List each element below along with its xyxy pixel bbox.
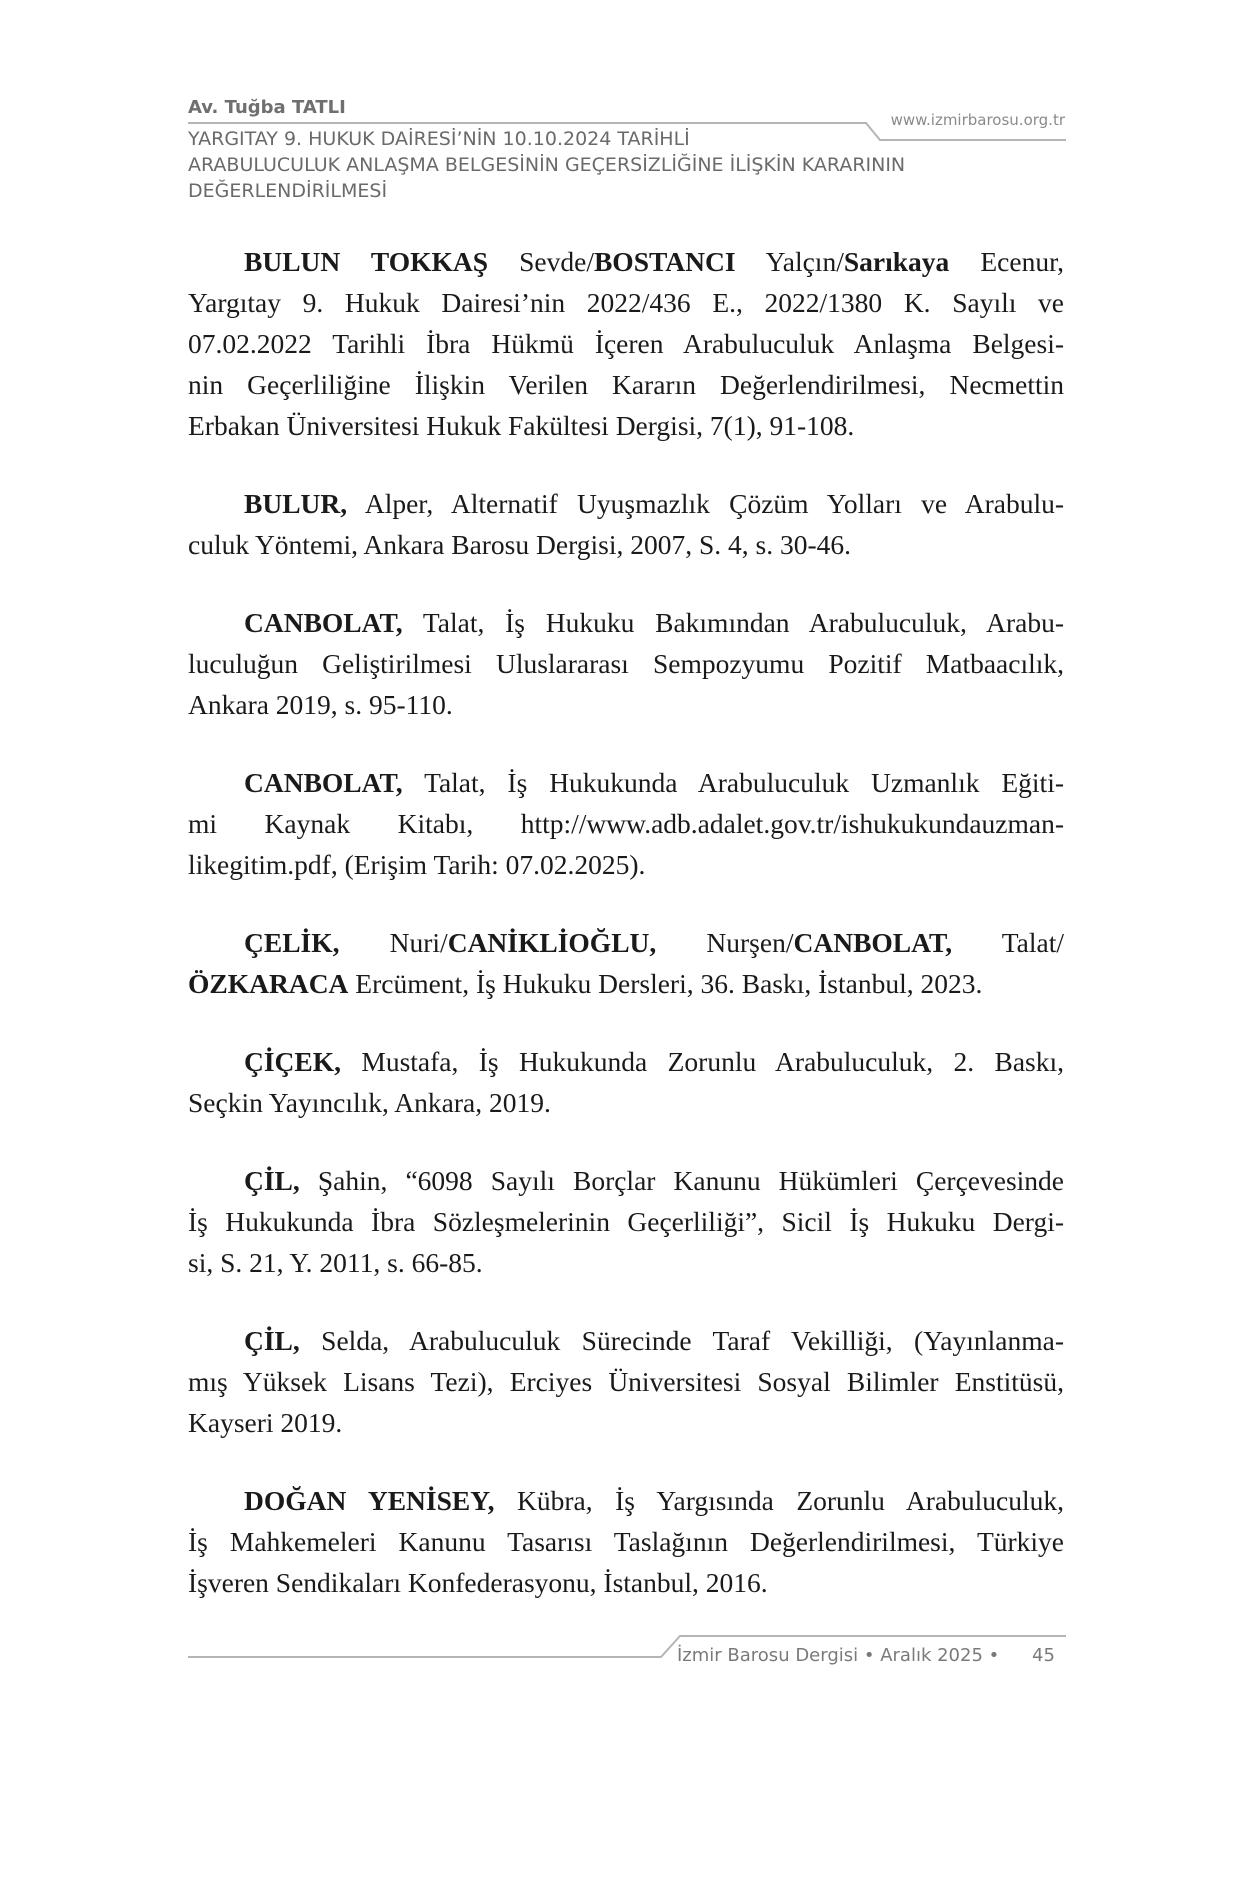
reference-text: İşveren Sendikaları Konfederasyonu, İstanbul, 2016. <box>188 1567 768 1598</box>
reference-text: Talat, İş Hukuku Bakımından Arabuluculuk, Arabu- <box>402 607 1064 638</box>
reference-line <box>188 643 1064 684</box>
reference-text: mi Kaynak Kitabı, http://www.adb.adalet.gov.tr/ishukukundauzman- <box>188 808 1064 839</box>
reference-text: Kübra, İş Yargısında Zorunlu Arabuluculuk, <box>494 1485 1065 1516</box>
reference-entry <box>188 241 1064 446</box>
reference-text: İş Mahkemeleri Kanunu Tasarısı Taslağının Değerlendirilmesi, Türkiye <box>188 1526 1064 1557</box>
reference-text: Kayseri 2019. <box>188 1407 343 1438</box>
reference-line <box>188 364 1064 405</box>
reference-line <box>188 524 1064 565</box>
reference-line <box>188 323 1064 364</box>
reference-line <box>188 1160 1064 1201</box>
reference-text: Ercüment, İş Hukuku Dersleri, 36. Baskı, İstanbul, 2023. <box>348 968 983 999</box>
reference-author-name: ÇİÇEK, <box>244 1046 342 1077</box>
reference-text: Talat/ <box>952 927 1064 958</box>
reference-entry <box>188 762 1064 885</box>
reference-text: Talat, İş Hukukunda Arabuluculuk Uzmanlık Eğiti- <box>402 767 1064 798</box>
reference-line <box>188 1041 1064 1082</box>
reference-text: Nurşen/ <box>656 927 794 958</box>
reference-entry <box>188 602 1064 725</box>
reference-line <box>188 922 1064 963</box>
reference-text: Selda, Arabuluculuk Sürecinde Taraf Vekilliği, (Yayınlanma- <box>299 1325 1064 1356</box>
reference-line <box>188 1242 1064 1283</box>
bibliography-list <box>188 241 1064 1640</box>
reference-text: luculuğun Geliştirilmesi Uluslararası Sempozyumu Pozitif Matbaacılık, <box>188 648 1064 679</box>
reference-line <box>188 1082 1064 1123</box>
reference-entry <box>188 922 1064 1004</box>
footer-journal: İzmir Barosu Dergisi • Aralık 2025 • <box>677 1645 1000 1666</box>
reference-author-name: CANBOLAT, <box>793 927 953 958</box>
reference-line <box>188 483 1064 524</box>
reference-line <box>188 1201 1064 1242</box>
reference-author-name: ÇİL, <box>244 1165 300 1196</box>
reference-line <box>188 1521 1064 1562</box>
reference-text: Mustafa, İş Hukukunda Zorunlu Arabuluculuk, 2. Baskı, <box>341 1046 1064 1077</box>
reference-line <box>188 1402 1064 1443</box>
reference-author-name: CANBOLAT, <box>244 767 403 798</box>
reference-entry <box>188 1480 1064 1603</box>
reference-line <box>188 1562 1064 1603</box>
reference-line <box>188 803 1064 844</box>
reference-text: Sevde/ <box>488 246 594 277</box>
reference-line <box>188 1361 1064 1402</box>
reference-entry <box>188 483 1064 565</box>
reference-author-name: Sarıkaya <box>843 246 950 277</box>
page-number: 45 <box>1032 1645 1055 1666</box>
reference-line <box>188 282 1064 323</box>
reference-text: Şahin, “6098 Sayılı Borçlar Kanunu Hükümleri Çerçevesinde <box>299 1165 1064 1196</box>
reference-entry <box>188 1320 1064 1443</box>
reference-line <box>188 684 1064 725</box>
reference-text: Ecenur, <box>949 246 1065 277</box>
reference-text: Erbakan Üniversitesi Hukuk Fakültesi Dergisi, 7(1), 91-108. <box>188 410 855 441</box>
reference-text: Alper, Alternatif Uyuşmazlık Çözüm Yolları ve Arabulu- <box>347 488 1064 519</box>
reference-author-name: BULUN TOKKAŞ <box>244 246 489 277</box>
reference-text: Ankara 2019, s. 95-110. <box>188 689 453 720</box>
header-title-line: YARGITAY 9. HUKUK DAİRESİ’NİN 10.10.2024 TARİHLİ <box>188 128 690 150</box>
reference-text: mış Yüksek Lisans Tezi), Erciyes Üniversitesi Sosyal Bilimler Enstitüsü, <box>188 1366 1064 1397</box>
reference-line <box>188 241 1064 282</box>
reference-author-name: CANBOLAT, <box>244 607 403 638</box>
reference-text: Seçkin Yayıncılık, Ankara, 2019. <box>188 1087 551 1118</box>
reference-text: Yalçın/ <box>735 246 844 277</box>
reference-entry <box>188 1160 1064 1283</box>
reference-text: likegitim.pdf, (Erişim Tarih: 07.02.2025). <box>188 849 646 880</box>
header-title-line: DEĞERLENDİRİLMESİ <box>188 180 388 202</box>
reference-line <box>188 963 1064 1004</box>
reference-text: Nuri/ <box>339 927 448 958</box>
header-article-title <box>188 126 988 204</box>
reference-author-name: DOĞAN YENİSEY, <box>244 1485 495 1516</box>
reference-text: 07.02.2022 Tarihli İbra Hükmü İçeren Arabuluculuk Anlaşma Belgesi- <box>188 328 1064 359</box>
header-author: Av. Tuğba TATLI <box>188 97 346 118</box>
reference-line <box>188 405 1064 446</box>
reference-author-name: CANİKLİOĞLU, <box>447 927 657 958</box>
header-title-line: ARABULUCULUK ANLAŞMA BELGESİNİN GEÇERSİZLİĞİNE İLİŞKİN KARARININ <box>188 154 906 176</box>
reference-line <box>188 762 1064 803</box>
reference-text: nin Geçerliliğine İlişkin Verilen Kararın Değerlendirilmesi, Necmettin <box>188 369 1064 400</box>
reference-author-name: BULUR, <box>244 488 348 519</box>
reference-line <box>188 1320 1064 1361</box>
reference-line <box>188 602 1064 643</box>
reference-author-name: BOSTANCI <box>593 246 736 277</box>
reference-entry <box>188 1041 1064 1123</box>
header-website: www.izmirbarosu.org.tr <box>890 111 1065 129</box>
reference-line <box>188 1480 1064 1521</box>
reference-author-name: ÇİL, <box>244 1325 300 1356</box>
reference-text: İş Hukukunda İbra Sözleşmelerinin Geçerliliği”, Sicil İş Hukuku Dergi- <box>188 1206 1064 1237</box>
reference-text: culuk Yöntemi, Ankara Barosu Dergisi, 2007, S. 4, s. 30-46. <box>188 529 851 560</box>
reference-text: si, S. 21, Y. 2011, s. 66-85. <box>188 1247 483 1278</box>
reference-author-name: ÇELİK, <box>244 927 340 958</box>
reference-author-name: ÖZKARACA <box>188 968 349 999</box>
reference-line <box>188 844 1064 885</box>
reference-text: Yargıtay 9. Hukuk Dairesi’nin 2022/436 E., 2022/1380 K. Sayılı ve <box>188 287 1064 318</box>
